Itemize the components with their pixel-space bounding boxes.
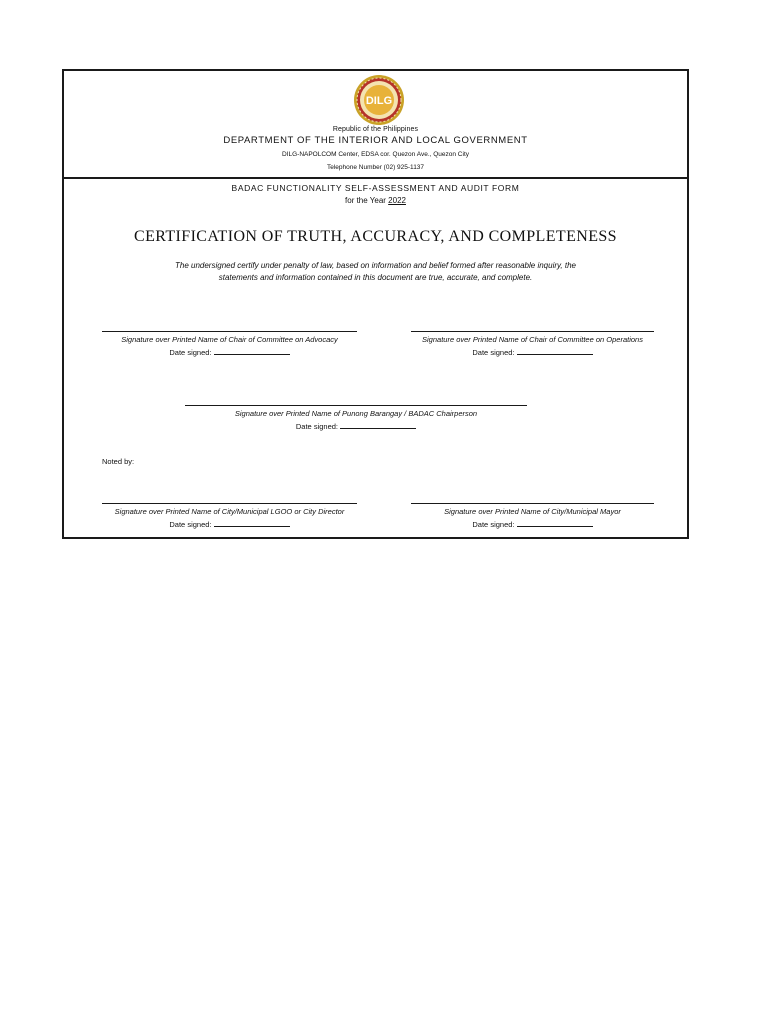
date-blank bbox=[517, 519, 593, 527]
signature-line bbox=[185, 405, 527, 406]
form-header bbox=[64, 71, 687, 179]
seal-text: DILG bbox=[365, 95, 393, 107]
date-blank bbox=[214, 519, 290, 527]
signature-line bbox=[411, 331, 654, 332]
certification-title: CERTIFICATION OF TRUTH, ACCURACY, AND COMPLETENESS bbox=[134, 228, 617, 245]
date-blank bbox=[340, 421, 416, 429]
year-label: for the Year bbox=[345, 196, 386, 205]
signature-line bbox=[102, 331, 357, 332]
statement-line-2: statements and information contained in this document are true, accurate, and complete. bbox=[218, 273, 533, 282]
signature-line bbox=[102, 503, 357, 504]
signature-advocacy bbox=[102, 331, 357, 357]
signature-caption: Signature over Printed Name of Chair of Committee on Advocacy bbox=[121, 335, 338, 344]
republic-label: Republic of the Philippines bbox=[332, 126, 419, 133]
certification-form bbox=[62, 69, 689, 539]
date-signed-label: Date signed: bbox=[472, 520, 515, 529]
department-name: DEPARTMENT OF THE INTERIOR AND LOCAL GOVERNMENT bbox=[223, 135, 528, 146]
signature-caption: Signature over Printed Name of Chair of Committee on Operations bbox=[422, 335, 643, 344]
signature-line bbox=[411, 503, 654, 504]
date-signed bbox=[185, 421, 527, 431]
noted-by-label: Noted by: bbox=[102, 457, 135, 466]
department-address: DILG-NAPOLCOM Center, EDSA cor. Quezon Ave., Quezon City bbox=[281, 151, 469, 158]
signature-caption: Signature over Printed Name of Punong Barangay / BADAC Chairperson bbox=[234, 409, 478, 418]
signature-caption: Signature over Printed Name of City/Municipal LGOO or City Director bbox=[114, 507, 345, 516]
signature-punong-barangay bbox=[185, 405, 527, 431]
date-signed bbox=[411, 347, 654, 357]
date-blank bbox=[517, 347, 593, 355]
date-signed-label: Date signed: bbox=[472, 348, 515, 357]
date-signed-label: Date signed: bbox=[169, 348, 212, 357]
year-value: 2022 bbox=[388, 196, 406, 205]
date-signed bbox=[102, 519, 357, 529]
date-signed bbox=[411, 519, 654, 529]
signature-mayor bbox=[411, 503, 654, 529]
dilg-seal-icon bbox=[353, 74, 405, 126]
certification-statement bbox=[64, 260, 687, 284]
signature-caption: Signature over Printed Name of City/Municipal Mayor bbox=[444, 507, 621, 516]
form-year bbox=[64, 196, 687, 205]
form-title: BADAC FUNCTIONALITY SELF-ASSESSMENT AND AUDIT FORM bbox=[231, 183, 520, 193]
date-signed-label: Date signed: bbox=[295, 422, 339, 431]
statement-line-1: The undersigned certify under penalty of law, based on information and belief formed after reasonable inquiry, the bbox=[175, 261, 576, 270]
department-telephone: Telephone Number (02) 925-1137 bbox=[326, 164, 425, 171]
date-blank bbox=[214, 347, 290, 355]
signature-lgoo bbox=[102, 503, 357, 529]
signature-operations bbox=[411, 331, 654, 357]
date-signed bbox=[102, 347, 357, 357]
date-signed-label: Date signed: bbox=[169, 520, 212, 529]
